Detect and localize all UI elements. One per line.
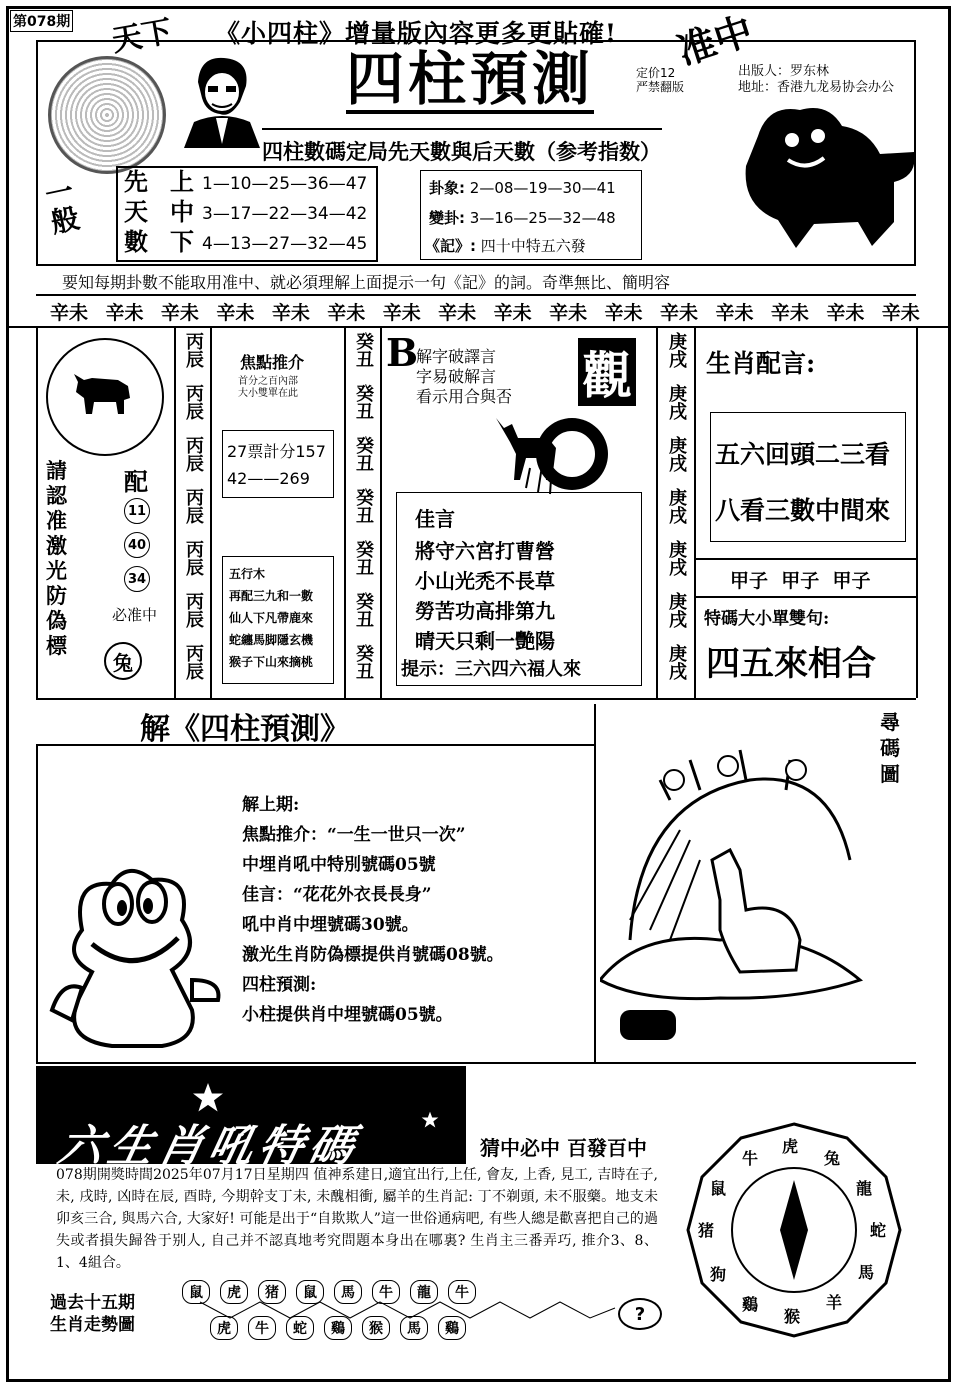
explain-line: 佳言：“花花外衣長長身” (242, 885, 432, 905)
wheel-item: 鼠 (710, 1179, 727, 1198)
trend-item: 馬 (400, 1316, 428, 1340)
anti-fake-char: 激 (46, 533, 67, 558)
trend-item: 蛇 (286, 1316, 314, 1340)
anti-fake-char: 認 (46, 483, 67, 508)
anti-fake-vertical (46, 460, 67, 656)
trend-item: 猴 (362, 1316, 390, 1340)
bingchen-item: 丙辰 (183, 332, 204, 368)
riddle-seal: 觀 (578, 338, 636, 406)
xinwei-item: 辛未 (881, 302, 920, 324)
jiayan-title: 佳言 (415, 507, 455, 531)
xiantian-label: 先 (124, 167, 148, 196)
col-line (656, 326, 658, 698)
wuxing-title: 五行木 (229, 567, 266, 581)
hexagram-row (425, 235, 586, 256)
focus-total-box (222, 430, 334, 498)
wuxing-line: 蛇纏馬脚隱玄機 (229, 633, 314, 647)
gengxu-item: 庚戌 (666, 384, 687, 420)
xiantian-row: 1—10—25—36—47 (202, 174, 368, 194)
xinwei-item: 辛未 (382, 302, 421, 324)
xiantian-box (116, 166, 378, 262)
col-line (380, 326, 382, 698)
left-hand-top-text: 天下 (109, 14, 175, 59)
wuxing-line: 猴子下山來摘桃 (229, 655, 314, 669)
issue-number: 第078期 (10, 10, 73, 32)
xinwei-item: 辛未 (105, 302, 144, 324)
explain-right-line (594, 704, 596, 1062)
xiantian-row: 4—13—27—32—45 (202, 234, 368, 254)
hexagram-value: 2—08—19—30—41 (469, 179, 616, 197)
bingchen-item: 丙辰 (183, 540, 204, 576)
col-line (916, 326, 918, 698)
trend-item: 猪 (258, 1280, 286, 1304)
explain-line: 中埋肖吼中特別號碼05號 (242, 855, 436, 875)
zodiac-badge: 兔 (104, 642, 142, 680)
bingchen-item: 丙辰 (183, 488, 204, 524)
top-banner: 《小四柱》增量版內容更多更貼確! (215, 19, 617, 48)
guichou-item: 癸丑 (353, 488, 374, 524)
bingchen-item: 丙辰 (183, 384, 204, 420)
trend-item: 虎 (210, 1316, 238, 1340)
riddle-letter: B (386, 330, 419, 375)
explain-left-line (36, 744, 38, 1062)
bingchen-column (178, 332, 208, 682)
explain-line: 四柱預測: (242, 975, 317, 995)
xiantian-position: 下 (170, 227, 194, 256)
guichou-item: 癸丑 (353, 332, 374, 368)
col-line (344, 326, 346, 698)
explain-line: 焦點推介：“一生一世只一次” (242, 825, 466, 845)
guichou-item: 癸丑 (353, 592, 374, 628)
hexagram-row (429, 177, 616, 198)
wheel-item: 虎 (782, 1137, 799, 1156)
subtitle-line (262, 128, 662, 130)
focus-title: 焦點推介 (240, 353, 305, 372)
shengxiao-line: 五六回頭二三看 (715, 440, 891, 469)
wheel-item: 蛇 (870, 1221, 887, 1240)
price-label: 定价12 (636, 66, 676, 80)
portrait-figure (180, 52, 264, 148)
xiantian-positions (170, 167, 194, 256)
xiantian-position: 上 (170, 167, 194, 196)
seek-code-label (880, 712, 900, 784)
wheel-item: 狗 (710, 1265, 727, 1284)
riddle-line: 字易破解言 (416, 367, 497, 386)
riddle-line: 解字破譯言 (416, 347, 497, 366)
explain-line: 吼中肖中埋號碼30號。 (242, 915, 419, 935)
must-label: 必准中 (112, 606, 158, 624)
xinwei-item: 辛未 (50, 302, 89, 324)
trend-item: 牛 (248, 1316, 276, 1340)
stamp-seal (48, 56, 166, 174)
lion-figure (718, 96, 924, 256)
bingchen-item: 丙辰 (183, 644, 204, 680)
anti-fake-numbers (124, 494, 150, 596)
focus-line: 首分之百內部 (238, 376, 298, 387)
trend-item: 鼠 (296, 1280, 324, 1304)
focus-total: 27票計分157 (227, 442, 326, 461)
explain-line: 激光生肖防偽標提供肖號碼08號。 (242, 945, 504, 965)
wheel-item: 牛 (742, 1149, 759, 1168)
wuxing-box (222, 556, 334, 684)
xinwei-item: 辛未 (715, 302, 754, 324)
trend-label: 過去十五期 (50, 1293, 135, 1313)
no-copy-label: 严禁翻版 (636, 80, 685, 94)
guichou-item: 癸丑 (353, 644, 374, 680)
col-line (694, 326, 696, 698)
gengxu-item: 庚戌 (666, 540, 687, 576)
col-line (210, 326, 212, 698)
xinwei-item: 辛未 (216, 302, 255, 324)
number-circle: 11 (124, 498, 150, 524)
draw-paragraph: 078期開獎時間2025年07月17日星期四 值神系建日,適宜出行,上任, 會友, 上香, 見工, 吉時在子, 未, 戌時, 凶時在辰, 酉時, 今期幹支丁未, 未醜相衝, 屬羊的生肖記: 丁不剃頭, 未不服藥。地支未卯亥三合, 與馬六合, 大家好! 可能是出于“自欺欺人”這一世俗通病吧, 有些人總是歡喜把自己的過失或者損失歸咎于别人, 自己并不認真地考究問題本身出在哪裏? 生肖主三番弄巧, 推介3、8、1、4組合。 (56, 1167, 658, 1271)
xiantian-row: 3—17—22—34—42 (202, 204, 368, 224)
zodiac-wheel (684, 1120, 904, 1340)
xinwei-divider (6, 326, 951, 328)
hexagram-value: 3—16—25—32—48 (469, 209, 616, 227)
number-circle: 40 (124, 532, 150, 558)
hexagram-value: 四十中特五六發 (480, 237, 586, 255)
wuxing-line: 仙人下凡帶鹿來 (229, 611, 314, 625)
focus-line: 大小雙單在此 (238, 388, 298, 399)
wheel-item: 羊 (826, 1293, 843, 1312)
address: 地址：香港九龙易协会办公 (738, 80, 895, 95)
guichou-item: 癸丑 (353, 540, 374, 576)
middle-bottom-line (36, 698, 916, 700)
hexagram-label: 卦象: (429, 179, 465, 197)
guichou-item: 癸丑 (353, 384, 374, 420)
hexagram-box (420, 170, 642, 260)
shengxiao-box (710, 412, 906, 542)
explain-header: 解《四柱預測》 (140, 712, 350, 747)
shengxiao-divider (694, 558, 916, 560)
left-handwriting-bottom: 一般 (38, 175, 83, 237)
jiayan-box (396, 492, 642, 686)
subtitle: 四柱數碼定局先天數與后天數（参考指数） (262, 139, 661, 164)
trend-zigzag (190, 1300, 620, 1320)
jiayan-line: 勞苦功高排第九 (415, 599, 555, 623)
bingchen-item: 丙辰 (183, 436, 204, 472)
xinwei-item: 辛未 (826, 302, 865, 324)
xinwei-item: 辛未 (549, 302, 588, 324)
wheel-item: 馬 (858, 1263, 875, 1282)
anti-fake-char: 防 (46, 583, 67, 608)
trend-item: 牛 (372, 1280, 400, 1304)
seek-code-char: 尋 (880, 710, 900, 734)
page-title: 四柱預測 (346, 45, 595, 113)
gengxu-item: 庚戌 (666, 436, 687, 472)
wheel-item: 猴 (784, 1307, 801, 1326)
trend-question: ? (618, 1298, 662, 1330)
col-line (174, 326, 176, 698)
special-title: 特碼大小單雙句: (704, 609, 830, 629)
shengxiao-title: 生肖配言: (706, 349, 816, 378)
special-text: 四五來相合 (706, 644, 876, 684)
hexagram-row (429, 207, 616, 228)
xinwei-item: 辛未 (659, 302, 698, 324)
jiayan-line: 晴天只剩一艷陽 (415, 629, 555, 653)
publisher: 出版人：罗东林 (738, 64, 830, 79)
deer-scene (600, 740, 880, 1050)
stamp-right: 准中 (671, 7, 759, 74)
gengxu-item: 庚戌 (666, 332, 687, 368)
explain-header-line (36, 744, 594, 746)
focus-total: 42——269 (227, 469, 310, 488)
gengxu-item: 庚戌 (666, 644, 687, 680)
hexagram-label: 《記》: (425, 237, 476, 255)
guichou-column (348, 332, 378, 682)
frog-mascot (42, 860, 232, 1060)
jiazi-row: 甲子 甲子 甲子 (730, 570, 871, 592)
wheel-item: 龍 (856, 1179, 873, 1198)
trend-item: 龍 (410, 1280, 438, 1304)
wheel-item: 兔 (824, 1149, 841, 1168)
gengxu-item: 庚戌 (666, 592, 687, 628)
anti-fake-char: 請 (46, 458, 67, 483)
xinwei-row (50, 298, 920, 325)
trend-item: 鷄 (438, 1316, 466, 1340)
bingchen-item: 丙辰 (183, 592, 204, 628)
seek-code-char: 圖 (880, 762, 900, 786)
notice-text: 要知每期卦數不能取用准中、就必須理解上面提示一句《記》的詞。奇準無比、簡明容 (62, 273, 671, 292)
xiantian-label: 天 (124, 197, 148, 226)
explain-line: 解上期: (242, 795, 300, 815)
guichou-item: 癸丑 (353, 436, 374, 472)
notice-divider (36, 294, 916, 296)
xinwei-item: 辛未 (438, 302, 477, 324)
anti-fake-char: 偽 (46, 608, 67, 633)
wheel-item: 鷄 (742, 1295, 759, 1314)
gengxu-item: 庚戌 (666, 488, 687, 524)
xinwei-item: 辛未 (604, 302, 643, 324)
xinwei-item: 辛未 (271, 302, 310, 324)
anti-fake-char: 光 (46, 558, 67, 583)
riddle-line: 看示用合與否 (416, 387, 513, 406)
trend-item: 牛 (448, 1280, 476, 1304)
pei-label: 配 (124, 467, 148, 496)
xiantian-position: 中 (170, 197, 194, 226)
jiayan-line: 將守六宮打曹營 (415, 539, 555, 563)
anti-fake-char: 標 (46, 633, 67, 658)
trend-label: 生肖走勢圖 (50, 1315, 135, 1335)
jiayan-hint: 提示：三六四六福人來 (401, 659, 581, 680)
xiantian-label: 數 (124, 227, 148, 256)
gengxu-column (660, 332, 692, 682)
col-line (36, 326, 38, 698)
explain-bottom-line (36, 1062, 916, 1064)
number-circle: 34 (124, 566, 150, 592)
night-banner-slogan: 猜中必中 百發百中 (480, 1136, 647, 1160)
deer-illustration (486, 408, 612, 498)
anti-fake-char: 准 (46, 508, 67, 533)
night-banner-script: 六生肖吼特碼 (53, 1121, 365, 1172)
jiayan-line: 小山光禿不長草 (415, 569, 555, 593)
trend-item: 虎 (220, 1280, 248, 1304)
wheel-item: 猪 (698, 1221, 715, 1240)
wuxing-line: 再配三九和一數 (229, 589, 314, 603)
ox-icon (70, 372, 136, 416)
xinwei-item: 辛未 (770, 302, 809, 324)
shengxiao-line: 八看三數中間來 (715, 496, 891, 525)
trend-item: 鷄 (324, 1316, 352, 1340)
xiantian-labels (124, 167, 148, 256)
seek-code-char: 碼 (880, 736, 900, 760)
trend-item: 馬 (334, 1280, 362, 1304)
star-icon (420, 1110, 440, 1130)
xinwei-item: 辛未 (160, 302, 199, 324)
explain-line: 小柱提供肖中埋號碼05號。 (242, 1005, 453, 1025)
hexagram-label: 變卦: (429, 209, 465, 227)
trend-item: 鼠 (182, 1280, 210, 1304)
shengxiao-divider (694, 596, 916, 598)
xinwei-item: 辛未 (327, 302, 366, 324)
xinwei-item: 辛未 (493, 302, 532, 324)
